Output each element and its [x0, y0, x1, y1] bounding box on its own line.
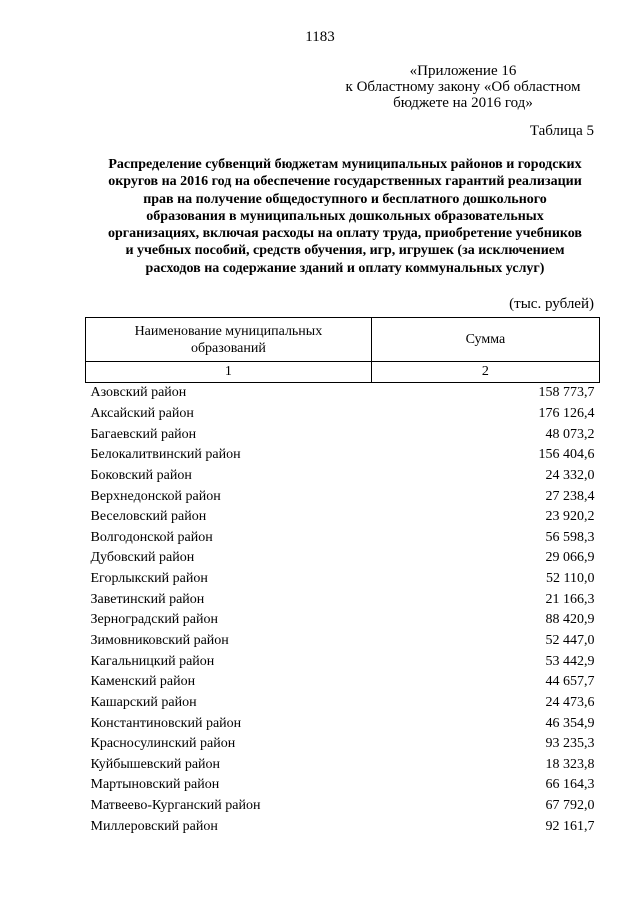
municipality-name: Мартыновский район — [90, 777, 220, 793]
municipality-name: Миллеровский район — [90, 818, 218, 834]
table-row — [86, 589, 600, 610]
table-row — [86, 466, 600, 487]
header-name-line1: Наименование муниципальных — [134, 323, 323, 339]
table-row — [86, 486, 600, 507]
column-number-row — [86, 362, 600, 383]
title-line: округов на 2016 год на обеспечение государственных гарантий реализации — [108, 174, 582, 190]
table-row — [86, 713, 600, 734]
municipality-name: Веселовский район — [90, 509, 207, 525]
table-row — [86, 672, 600, 693]
municipality-name: Багаевский район — [90, 426, 197, 442]
subsidy-amount: 156 404,6 — [538, 447, 595, 463]
subsidy-amount: 52 447,0 — [545, 633, 595, 648]
subsidy-amount: 24 332,0 — [545, 467, 595, 483]
municipality-name: Волгодонской район — [90, 529, 213, 545]
municipality-name: Кагальницкий район — [90, 653, 215, 669]
table-row — [86, 569, 600, 590]
subsidy-amount: 56 598,3 — [545, 529, 595, 545]
table-row — [86, 445, 600, 466]
municipality-name: Куйбышевский район — [90, 756, 221, 772]
municipality-name: Матвеево-Курганский район — [90, 798, 261, 814]
subsidy-amount: 52 110,0 — [546, 571, 595, 587]
subsidy-amount: 23 920,2 — [545, 509, 595, 525]
header-name-line2: образований — [190, 340, 266, 356]
appendix-line: к Областному закону «Об областном — [345, 79, 581, 95]
table-row — [86, 734, 600, 755]
header-sum: Сумма — [371, 318, 599, 362]
table-row — [86, 775, 600, 796]
page-number: 1183 — [305, 29, 335, 45]
table-row — [86, 507, 600, 528]
subsidy-amount: 67 792,0 — [545, 798, 595, 814]
document-title — [80, 156, 610, 277]
subsidy-amount: 29 066,9 — [545, 550, 595, 566]
units-label: (тыс. рублей) — [509, 296, 594, 312]
subsidy-amount: 27 238,4 — [545, 488, 595, 504]
municipality-name: Белокалитвинский район — [90, 447, 241, 463]
table-row — [86, 610, 600, 631]
title-line: прав на получение общедоступного и бесплатного дошкольного — [143, 191, 547, 207]
subsidy-amount: 18 323,8 — [545, 756, 595, 772]
table-row — [86, 755, 600, 776]
table-number: Таблица 5 — [529, 123, 594, 139]
table-row — [86, 631, 600, 652]
subsidy-amount: 24 473,6 — [545, 694, 595, 710]
subsidy-table — [85, 317, 600, 837]
column-number-2: 2 — [371, 362, 599, 383]
table-row — [86, 796, 600, 817]
subsidy-amount: 93 235,3 — [545, 736, 595, 752]
table-header-row — [86, 318, 600, 362]
subsidy-amount: 53 442,9 — [545, 653, 595, 669]
municipality-name: Аксайский район — [90, 405, 194, 421]
subsidy-amount: 21 166,3 — [545, 591, 595, 607]
municipality-name: Боковский район — [90, 467, 192, 483]
title-line: организациях, включая расходы на оплату труда, приобретение учебников — [108, 226, 582, 242]
table-row — [86, 424, 600, 445]
subsidy-amount: 88 420,9 — [545, 612, 595, 628]
title-line: образования в муниципальных дошкольных образовательных — [146, 208, 544, 224]
appendix-line: бюджете на 2016 год» — [393, 95, 533, 111]
subsidy-amount: 44 657,7 — [545, 674, 595, 690]
table-row — [86, 548, 600, 569]
appendix-reference — [333, 63, 593, 111]
municipality-name: Красносулинский район — [90, 736, 236, 752]
municipality-name: Заветинский район — [90, 591, 205, 607]
appendix-line: «Приложение 16 — [409, 63, 517, 79]
municipality-name: Верхнедонской район — [90, 488, 221, 504]
municipality-name: Кашарский район — [90, 694, 197, 710]
municipality-name: Каменский район — [90, 674, 196, 690]
table-row — [86, 816, 600, 837]
table-row — [86, 383, 600, 404]
column-number-1: 1 — [86, 362, 372, 383]
municipality-name: Азовский район — [90, 385, 187, 401]
title-line: Распределение субвенций бюджетам муниципальных районов и городских — [108, 157, 582, 172]
title-line: расходов на содержание зданий и оплату коммунальных услуг) — [145, 260, 545, 276]
header-name — [86, 318, 372, 362]
subsidy-amount: 92 161,7 — [545, 818, 595, 834]
subsidy-amount: 48 073,2 — [545, 426, 595, 442]
subsidy-amount: 46 354,9 — [545, 715, 595, 731]
title-line: и учебных пособий, средств обучения, игр, игрушек (за исключением — [125, 243, 565, 259]
municipality-name: Дубовский район — [90, 550, 195, 566]
table-row — [86, 693, 600, 714]
table-row — [86, 651, 600, 672]
table-row — [86, 404, 600, 425]
table-row — [86, 527, 600, 548]
table-body — [86, 383, 600, 838]
municipality-name: Зерноградский район — [90, 612, 218, 628]
subsidy-amount: 158 773,7 — [538, 385, 595, 401]
municipality-name: Зимовниковский район — [90, 633, 229, 648]
municipality-name: Константиновский район — [90, 715, 242, 731]
subsidy-amount: 176 126,4 — [538, 405, 595, 421]
municipality-name: Егорлыкский район — [90, 571, 208, 587]
subsidy-amount: 66 164,3 — [545, 777, 595, 793]
